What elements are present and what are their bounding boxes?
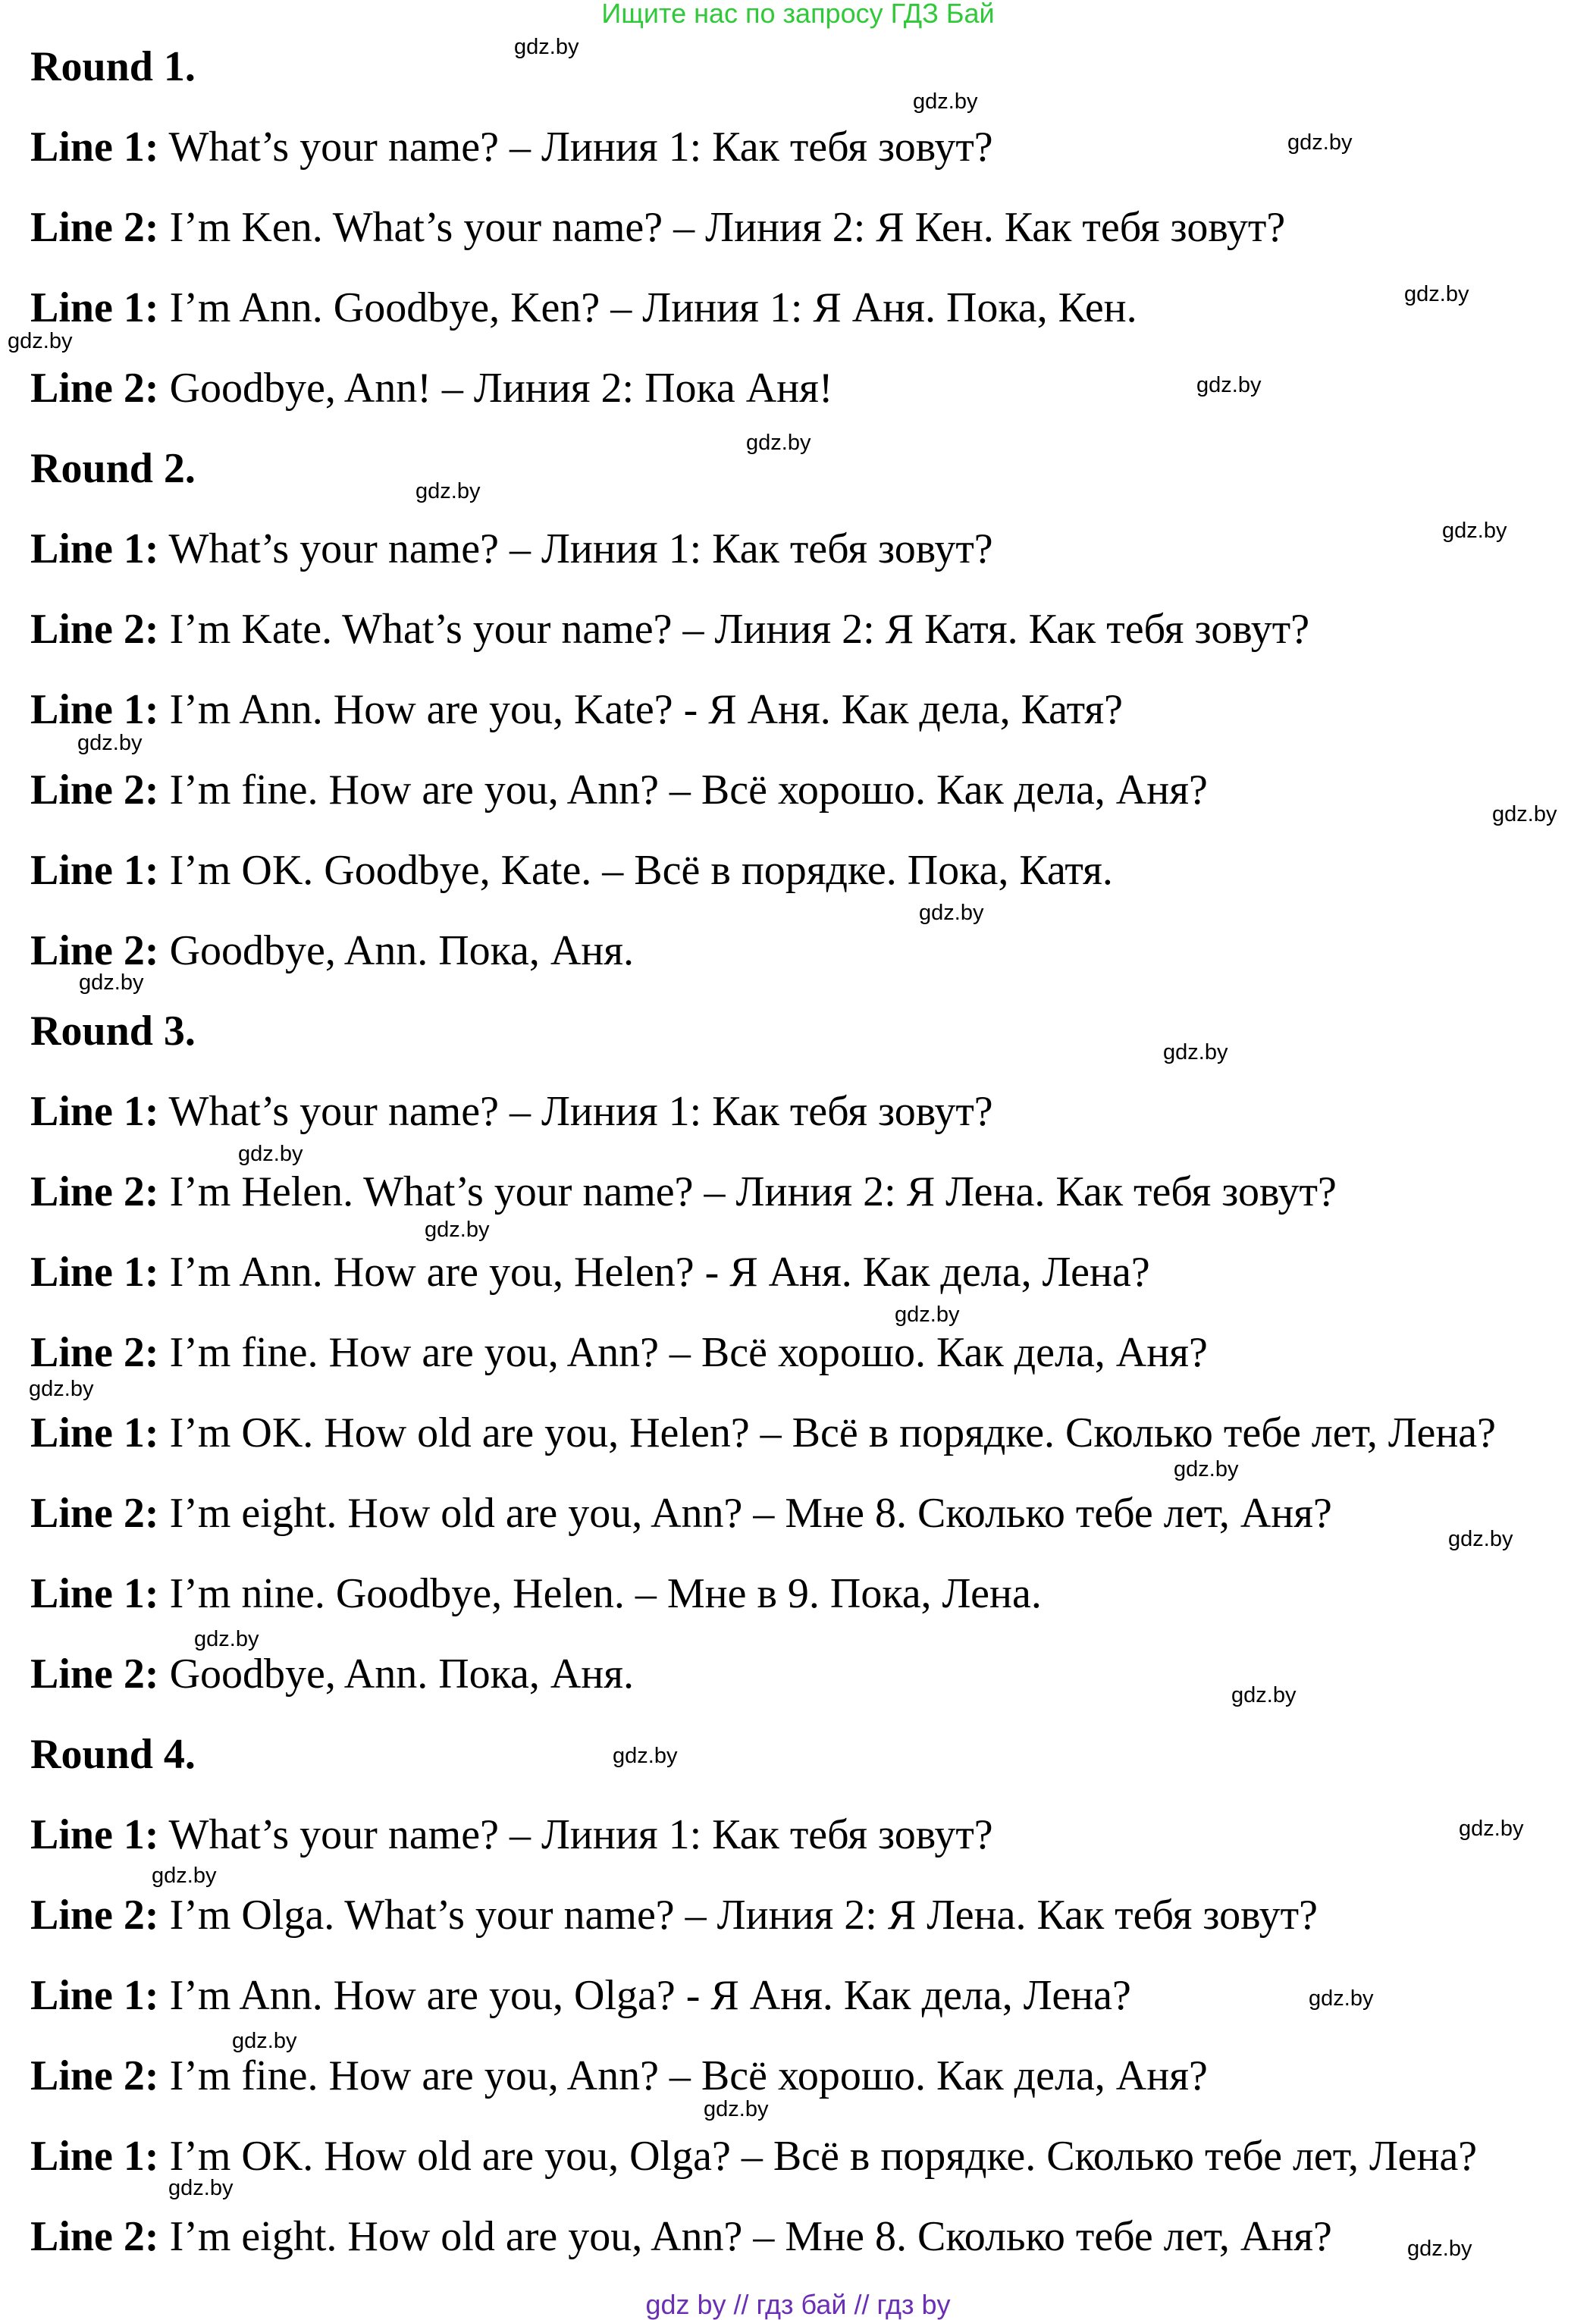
search-banner[interactable]: Ищите нас по запросу ГДЗ Бай (601, 0, 995, 29)
dialogue-line (30, 846, 1113, 895)
watermark: gdz.by (168, 2176, 234, 2200)
watermark: gdz.by (194, 1627, 259, 1651)
dialogue-line (30, 1248, 1150, 1296)
watermark: gdz.by (1492, 802, 1557, 826)
watermark: gdz.by (79, 970, 144, 995)
dialogue-line (30, 364, 833, 412)
speaker-label: Line 2: (30, 1168, 159, 1215)
speaker-label: Line 1: (30, 284, 159, 331)
line-text: I’m fine. How are you, Ann? – Всё хорошо. Как дела, Аня? (158, 1329, 1208, 1376)
line-text: I’m Ann. How are you, Olga? - Я Аня. Как дела, Лена? (158, 1972, 1131, 2019)
speaker-label: Line 2: (30, 1651, 159, 1698)
dialogue-line (30, 605, 1309, 654)
watermark: gdz.by (514, 35, 579, 59)
footer-links[interactable]: gdz by // гдз бай // гдз by (645, 2289, 951, 2320)
line-text: I’m Kate. What’s your name? – Линия 2: Я Катя. Как тебя зовут? (158, 606, 1310, 653)
line-text: What’s your name? – Линия 1: Как тебя зовут? (158, 124, 993, 171)
line-text: Goodbye, Ann. Пока, Аня. (158, 927, 635, 974)
dialogue-line (30, 926, 634, 975)
line-text: I’m Ken. What’s your name? – Линия 2: Я Кен. Как тебя зовут? (158, 204, 1286, 251)
watermark: gdz.by (895, 1303, 960, 1327)
line-text: I’m OK. How old are you, Olga? – Всё в порядке. Сколько тебе лет, Лена? (158, 2133, 1478, 2180)
watermark: gdz.by (704, 2097, 769, 2121)
dialogue-line (30, 1811, 993, 1859)
dialogue-line (30, 2132, 1477, 2180)
speaker-label: Line 2: (30, 1490, 159, 1537)
dialogue-line (30, 1489, 1332, 1538)
dialogue-line (30, 1650, 634, 1698)
watermark: gdz.by (1196, 373, 1262, 397)
speaker-label: Line 2: (30, 2052, 159, 2099)
dialogue-line (30, 1971, 1131, 2020)
speaker-label: Line 2: (30, 927, 159, 974)
dialogue-line (30, 1087, 993, 1136)
speaker-label: Line 2: (30, 2213, 159, 2260)
line-text: I’m Ann. Goodbye, Ken? – Линия 1: Я Аня. Пока, Кен. (158, 284, 1137, 331)
dialogue-line (30, 123, 993, 171)
watermark: gdz.by (746, 431, 811, 455)
speaker-label: Line 1: (30, 686, 159, 733)
watermark: gdz.by (1404, 282, 1469, 306)
speaker-label: Line 1: (30, 2133, 159, 2180)
line-text: I’m Ann. How are you, Helen? - Я Аня. Как дела, Лена? (158, 1249, 1150, 1296)
speaker-label: Line 1: (30, 1811, 159, 1858)
dialogue-line (30, 2052, 1208, 2100)
speaker-label: Line 1: (30, 1409, 159, 1456)
watermark: gdz.by (238, 1142, 303, 1166)
watermark: gdz.by (29, 1377, 94, 1401)
line-text: I’m eight. How old are you, Ann? – Мне 8. Сколько тебе лет, Аня? (158, 1490, 1332, 1537)
line-text: I’m nine. Goodbye, Helen. – Мне в 9. Пока, Лена. (158, 1570, 1042, 1617)
watermark: gdz.by (1407, 2237, 1472, 2261)
dialogue-line (30, 1328, 1208, 1377)
line-text: I’m fine. How are you, Ann? – Всё хорошо. Как дела, Аня? (158, 767, 1208, 814)
watermark: gdz.by (1174, 1457, 1239, 1481)
watermark: gdz.by (1459, 1817, 1524, 1841)
speaker-label: Line 2: (30, 365, 159, 412)
line-text: I’m OK. Goodbye, Kate. – Всё в порядке. Пока, Катя. (158, 847, 1113, 894)
dialogue-line (30, 1569, 1042, 1618)
watermark: gdz.by (8, 329, 73, 353)
speaker-label: Line 1: (30, 1972, 159, 2019)
watermark: gdz.by (1442, 519, 1507, 543)
watermark: gdz.by (1163, 1040, 1228, 1064)
line-text: What’s your name? – Линия 1: Как тебя зовут? (158, 1088, 993, 1135)
line-text: What’s your name? – Линия 1: Как тебя зовут? (158, 525, 993, 572)
line-text: Goodbye, Ann. Пока, Аня. (158, 1651, 635, 1698)
speaker-label: Line 1: (30, 1570, 159, 1617)
watermark: gdz.by (152, 1864, 217, 1888)
watermark: gdz.by (77, 731, 143, 755)
dialogue-line (30, 1409, 1496, 1457)
line-text: I’m Helen. What’s your name? – Линия 2: Я Лена. Как тебя зовут? (158, 1168, 1337, 1215)
line-text: I’m Olga. What’s your name? – Линия 2: Я Лена. Как тебя зовут? (158, 1892, 1318, 1939)
speaker-label: Line 2: (30, 204, 159, 251)
dialogue-line (30, 1168, 1337, 1216)
speaker-label: Line 2: (30, 606, 159, 653)
watermark: gdz.by (913, 89, 978, 114)
speaker-label: Line 1: (30, 847, 159, 894)
watermark: gdz.by (1309, 1986, 1374, 2011)
line-text: I’m fine. How are you, Ann? – Всё хорошо. Как дела, Аня? (158, 2052, 1208, 2099)
dialogue-line (30, 1891, 1318, 1939)
line-text: What’s your name? – Линия 1: Как тебя зовут? (158, 1811, 993, 1858)
line-text: Goodbye, Ann! – Линия 2: Пока Аня! (158, 365, 833, 412)
speaker-label: Line 1: (30, 1088, 159, 1135)
watermark: gdz.by (232, 2029, 297, 2053)
round-title: Round 1. (30, 43, 196, 90)
dialogue-line (30, 766, 1208, 814)
dialogue-line (30, 525, 993, 573)
watermark: gdz.by (1287, 130, 1353, 155)
round-title: Round 2. (30, 445, 196, 492)
watermark: gdz.by (613, 1744, 678, 1768)
dialogue-line (30, 284, 1137, 332)
round-title: Round 4. (30, 1731, 196, 1778)
dialogue-line (30, 2212, 1332, 2261)
watermark: gdz.by (1448, 1527, 1513, 1551)
speaker-label: Line 1: (30, 124, 159, 171)
dialogue-line (30, 685, 1123, 734)
round-title: Round 3. (30, 1008, 196, 1055)
line-text: I’m OK. How old are you, Helen? – Всё в порядке. Сколько тебе лет, Лена? (158, 1409, 1497, 1456)
line-text: I’m eight. How old are you, Ann? – Мне 8. Сколько тебе лет, Аня? (158, 2213, 1332, 2260)
watermark: gdz.by (919, 901, 984, 925)
dialogue-line (30, 203, 1285, 252)
watermark: gdz.by (415, 479, 481, 503)
speaker-label: Line 2: (30, 1329, 159, 1376)
speaker-label: Line 2: (30, 1892, 159, 1939)
line-text: I’m Ann. How are you, Kate? - Я Аня. Как дела, Катя? (158, 686, 1123, 733)
speaker-label: Line 1: (30, 1249, 159, 1296)
speaker-label: Line 1: (30, 525, 159, 572)
speaker-label: Line 2: (30, 767, 159, 814)
watermark: gdz.by (425, 1218, 490, 1242)
watermark: gdz.by (1231, 1683, 1297, 1707)
